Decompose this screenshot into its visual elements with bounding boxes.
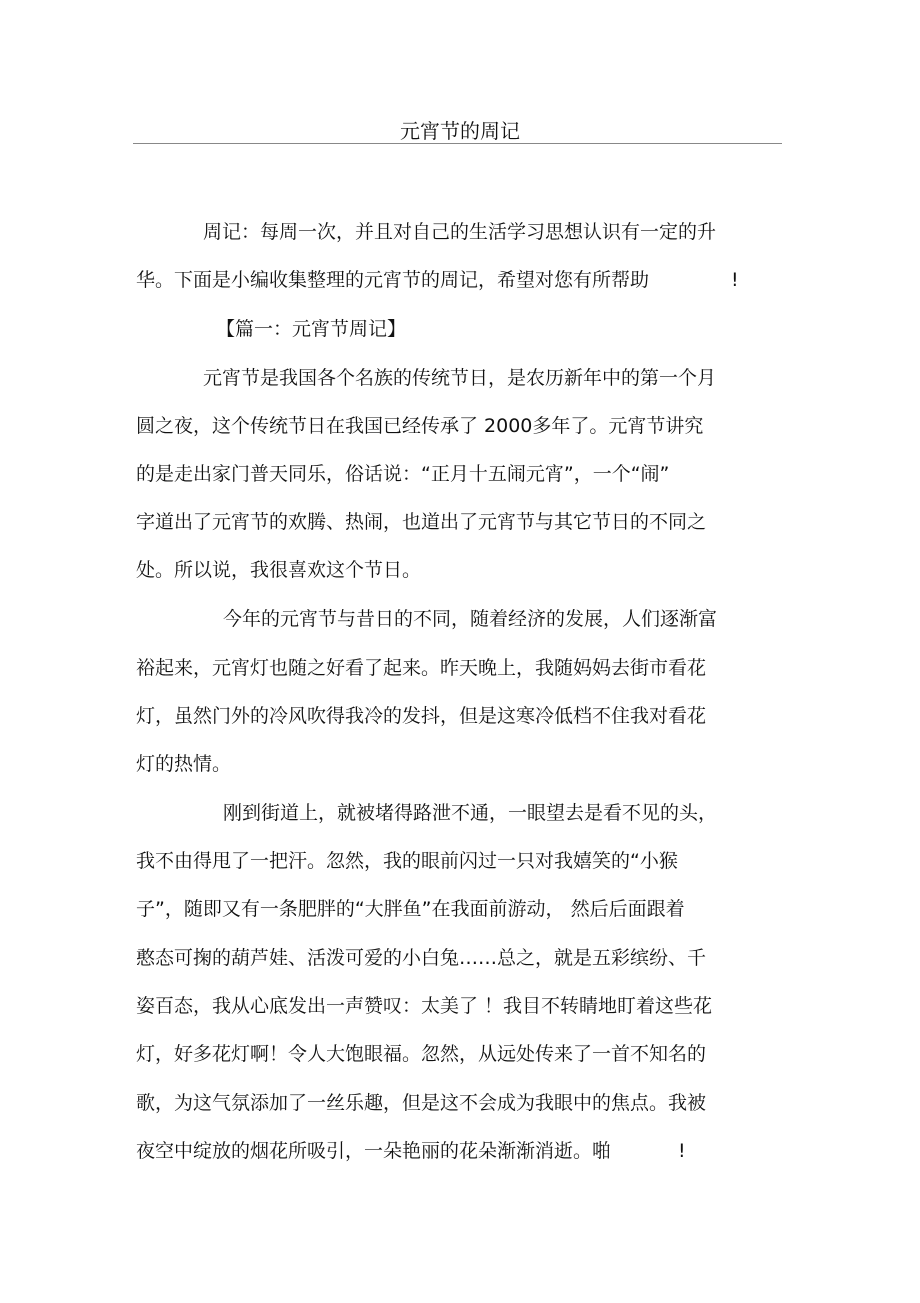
paragraph-1-line: 处。所以说，我很喜欢这个节日。 bbox=[136, 559, 422, 581]
paragraph-2-line: 灯，虽然门外的冷风吹得我冷的发抖，但是这寒冷低档不住我对看花 bbox=[136, 705, 707, 727]
section-heading: 【篇一：元宵节周记】 bbox=[216, 318, 407, 340]
paragraph-2-line: 灯的热情。 bbox=[136, 753, 232, 775]
paragraph-3-line: 姿百态，我从心底发出一声赞叹：太美了 ！我目不转睛地盯着这些花 bbox=[136, 995, 713, 1017]
paragraph-1-line: 字道出了元宵节的欢腾、热闹，也道出了元宵节与其它节日的不同之 bbox=[136, 511, 707, 533]
paragraph-3-line: 灯，好多花灯啊！令人大饱眼福。忽然，从远处传来了一首不知名的 bbox=[136, 1043, 707, 1065]
paragraph-1-line: 元宵节是我国各个名族的传统节日，是农历新年中的第一个月 bbox=[203, 367, 717, 389]
document-title: 元宵节的周记 bbox=[400, 119, 520, 143]
intro-line-2-exclamation: ! bbox=[731, 269, 739, 291]
paragraph-3-line: 子”，随即又有一条肥胖的“大胖鱼”在我面前游动， 然后后面跟着 bbox=[136, 898, 685, 920]
paragraph-1-line: 圆之夜，这个传统节日在我国已经传承了 2000多年了。元宵节讲究 bbox=[136, 415, 704, 437]
paragraph-3-line: 歌，为这气氛添加了一丝乐趣，但是这不会成为我眼中的焦点。我被 bbox=[136, 1092, 707, 1114]
paragraph-2-line: 今年的元宵节与昔日的不同，随着经济的发展，人们逐渐富 bbox=[223, 608, 718, 630]
intro-line-1: 周记：每周一次，并且对自己的生活学习思想认识有一定的升 bbox=[203, 221, 717, 243]
intro-line-2: 华。下面是小编收集整理的元宵节的周记，希望对您有所帮助 bbox=[136, 269, 650, 291]
paragraph-3-line: 夜空中绽放的烟花所吸引，一朵艳丽的花朵渐渐消逝。啪 bbox=[136, 1140, 612, 1162]
paragraph-1-line: 的是走出家门普天同乐，俗话说：“正月十五闹元宵”，一个“闹” bbox=[136, 463, 670, 485]
title-underline bbox=[133, 143, 782, 144]
paragraph-3-line: 刚到街道上，就被堵得路泄不通，一眼望去是看不见的头， bbox=[223, 802, 718, 824]
paragraph-2-line: 裕起来，元宵灯也随之好看了起来。昨天晚上，我随妈妈去街市看花 bbox=[136, 657, 707, 679]
paragraph-3-line: 我不由得甩了一把汗。忽然，我的眼前闪过一只对我嬉笑的“小猴 bbox=[136, 850, 678, 872]
paragraph-3-line: 憨态可掬的葫芦娃、活泼可爱的小白兔……总之，就是五彩缤纷、千 bbox=[136, 947, 707, 969]
paragraph-3-end-exclamation: ! bbox=[678, 1140, 686, 1162]
